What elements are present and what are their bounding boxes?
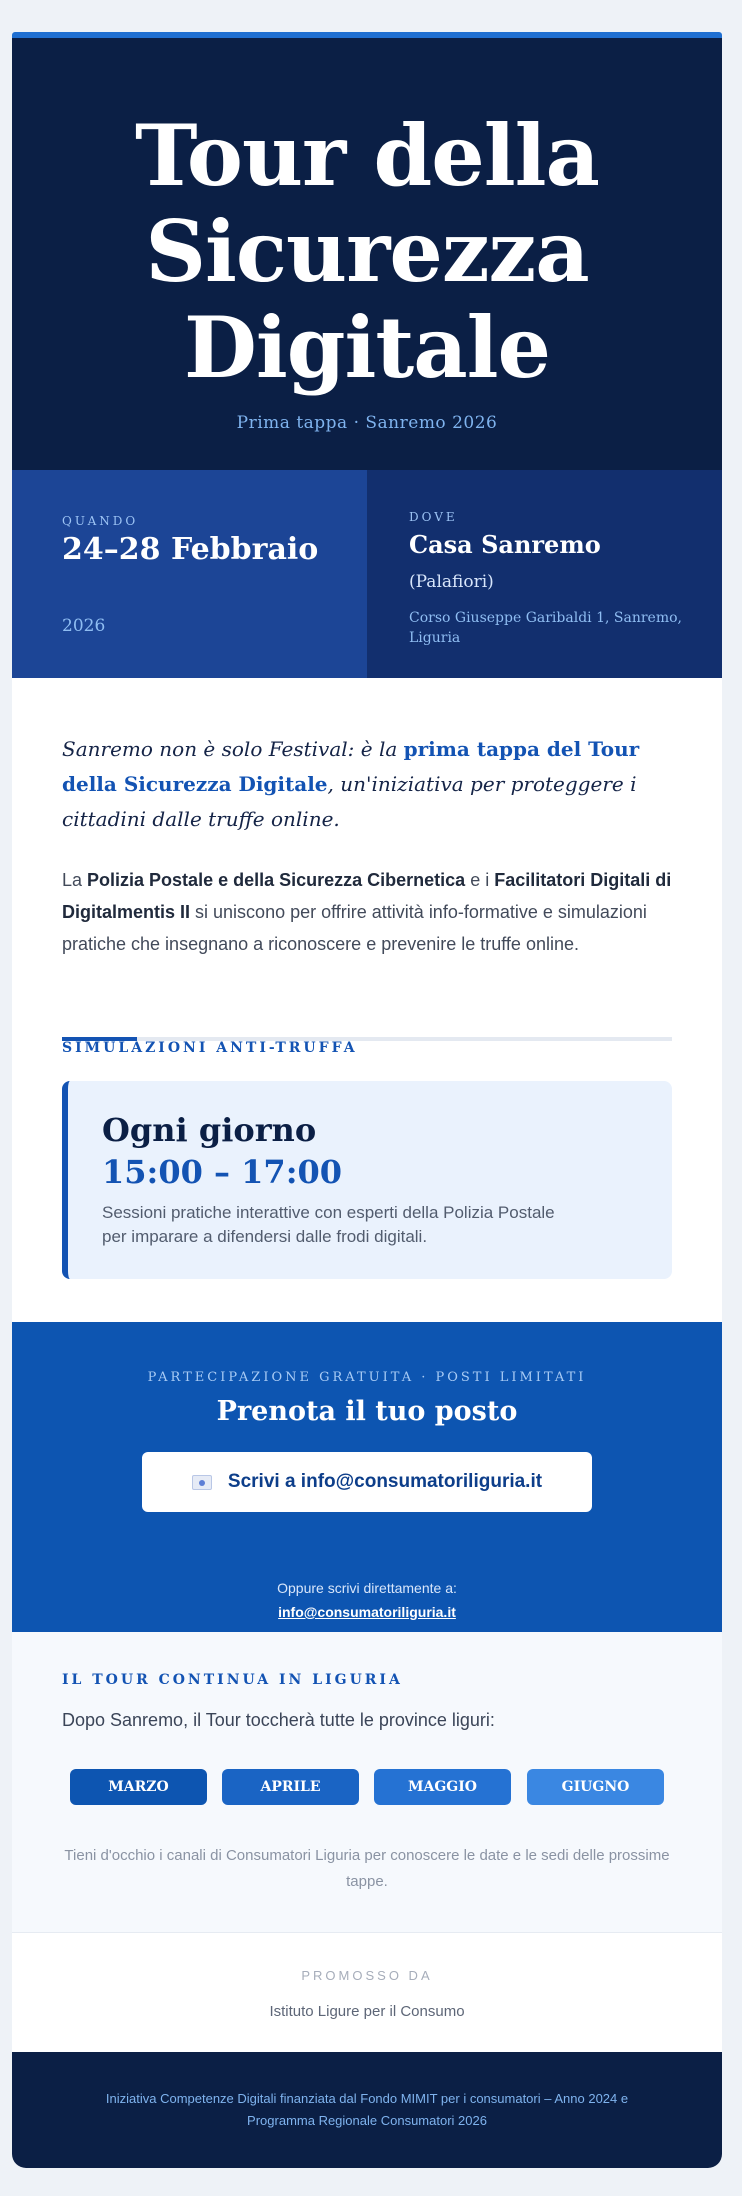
- body-text: La: [62, 870, 88, 890]
- when-label: QUANDO: [62, 514, 139, 528]
- footer: [12, 2052, 722, 2168]
- email-cta-button[interactable]: [142, 1452, 592, 1512]
- cta-label: PARTECIPAZIONE GRATUITA · POSTI LIMITATI: [147, 1370, 587, 1385]
- simulations-box: [62, 1081, 672, 1279]
- booking-cta-section: [12, 1322, 722, 1632]
- intro-text-end: , un'iniziativa per proteggere i cittadini dalle truffe online.: [62, 772, 637, 831]
- when-panel: [12, 470, 367, 678]
- email-card: [12, 38, 722, 2168]
- tour-note: Tieni d'occhio i canali di Consumatori Liguria per conoscere le date e le sedi delle prossime tappe.: [64, 1847, 670, 1890]
- simulations-time: 15:00 – 17:00: [102, 1153, 343, 1191]
- footer-text: Iniziativa Competenze Digitali finanziata dal Fondo MIMIT per i consumatori – Anno 2024 e Programma Regionale Consumatori 2026: [105, 2091, 629, 2128]
- event-place: Casa Sanremo: [409, 530, 601, 559]
- event-year: 2026: [62, 616, 106, 636]
- intro-paragraph: [62, 732, 682, 837]
- org-polizia-postale: Polizia Postale e della Sicurezza Cibernetica: [87, 870, 466, 890]
- email-link[interactable]: info@consumatoriliguria.it: [278, 1604, 456, 1620]
- where-label: DOVE: [409, 510, 458, 524]
- tour-title: IL TOUR CONTINUA IN LIGURIA: [62, 1672, 403, 1688]
- cta-alt-text: Oppure scrivi direttamente a:: [277, 1580, 457, 1596]
- hero-subtitle: Prima tappa · Sanremo 2026: [236, 413, 498, 433]
- intro-text: Sanremo non è solo Festival: è la: [62, 737, 404, 761]
- month-badge-giugno: GIUGNO: [527, 1769, 664, 1805]
- simulations-section-title: SIMULAZIONI ANTI-TRUFFA: [62, 1040, 358, 1056]
- hero-header: [12, 38, 722, 470]
- body-text: e i: [465, 870, 495, 890]
- cta-title: Prenota il tuo posto: [216, 1396, 518, 1427]
- body-text: si uniscono per offrire attività info-formative e simulazioni pratiche che insegnano a riconoscere e prevenire le truffe online.: [62, 902, 647, 954]
- tour-section: [12, 1632, 722, 1932]
- org-facilitatori: Facilitatori Digitali di Digitalmentis II: [62, 870, 672, 922]
- mail-icon: [192, 1475, 212, 1490]
- month-badge-aprile: APRILE: [222, 1769, 359, 1805]
- cta-button-label: Scrivi a info@consumatoriliguria.it: [227, 1471, 543, 1492]
- simulations-day: Ogni giorno: [102, 1111, 317, 1149]
- event-date: 24–28 Febbraio: [62, 532, 319, 567]
- promoter-label: PROMOSSO DA: [301, 1968, 433, 1983]
- promoter-section: [12, 1932, 722, 2052]
- simulations-description: Sessioni pratiche interattive con esperti della Polizia Postale per imparare a difendersi dalle frodi digitali.: [102, 1203, 555, 1246]
- body-paragraph: [62, 864, 682, 960]
- month-badge-marzo: MARZO: [70, 1769, 207, 1805]
- where-panel: [367, 470, 722, 678]
- promoter-name: Istituto Ligure per il Consumo: [269, 2003, 465, 2020]
- intro-highlight: prima tappa del Tour della Sicurezza Digitale: [62, 737, 640, 796]
- hero-title: Tour della Sicurezza Digitale: [135, 106, 599, 397]
- event-address: Corso Giuseppe Garibaldi 1, Sanremo, Liguria: [409, 610, 682, 646]
- tour-intro: Dopo Sanremo, il Tour toccherà tutte le province liguri:: [62, 1710, 495, 1730]
- month-badge-maggio: MAGGIO: [374, 1769, 511, 1805]
- event-venue: (Palafiori): [409, 572, 494, 592]
